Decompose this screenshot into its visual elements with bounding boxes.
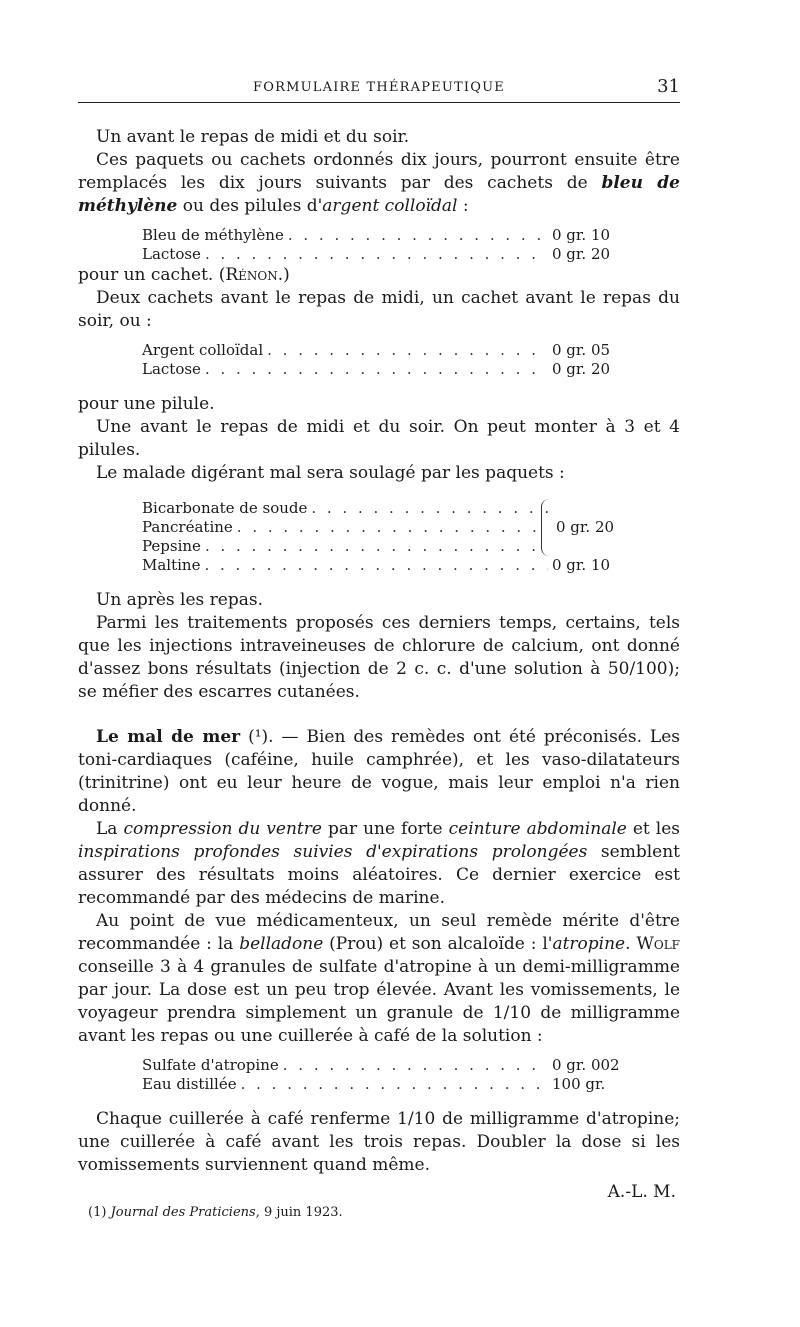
- prescription-formula: [142, 1056, 622, 1094]
- paragraph: Parmi les traitements proposés ces derniers temps, certains, tels que les injections intraveineuses de chlorure de calcium, ont donné d'assez bons résultats (injection de 2 c. c. d'une solution à 50/100); se méfier des escarres cutanées.: [78, 613, 680, 702]
- paragraph: Un avant le repas de midi et du soir.: [96, 127, 410, 147]
- grouped-quantity: 0 gr. 20: [556, 518, 615, 536]
- page-header: [78, 74, 680, 103]
- formula-row: Lactose . . . 0 gr. 20: [142, 245, 622, 264]
- curly-brace: [541, 499, 552, 556]
- paragraph: pour une pilule.: [78, 394, 215, 414]
- paragraph: Un après les repas.: [96, 590, 263, 610]
- formula-row: Pancréatine . . .: [142, 518, 622, 537]
- paragraph: La compression du ventre par une forte ceinture abdominale et les inspirations profondes suivies d'expirations prolongées semblent assurer des résultats moins aléatoires. Ce dernier exercice est recommandé par des médecins de marine.: [78, 819, 680, 908]
- formula-row: Bicarbonate de soude . . .: [142, 499, 622, 518]
- footnote-ref: (¹): [248, 727, 269, 747]
- paragraph: Au point de vue médicamenteux, un seul remède mérite d'être recommandée : la belladone (Prou) et son alcaloïde : l'atropine. Wolf conseille 3 à 4 granules de sulfate d'atropine à un demi-milligramme par jour. La dose est un peu trop élevée. Avant les vomissements, le voyageur prendra simplement un granule de 1/10 de milligramme avant les repas ou une cuillerée à café de la solution :: [78, 911, 680, 1046]
- paragraph: Le malade digérant mal sera soulagé par les paquets :: [96, 463, 565, 483]
- formula-row: Eau distillée . . . 100 gr.: [142, 1075, 622, 1094]
- paragraph: Chaque cuillerée à café renferme 1/10 de milligramme d'atropine; une cuillerée à café avant les trois repas. Doubler la dose si les vomissements surviennent quand même.: [78, 1109, 680, 1175]
- running-head: FORMULAIRE THÉRAPEUTIQUE: [253, 80, 505, 95]
- paragraph: Ces paquets ou cachets ordonnés dix jours, pourront ensuite être remplacés les dix jours suivants par des cachets de bleu de méthylène ou des pilules d'argent colloïdal :: [78, 150, 680, 216]
- grouped-ingredients: [142, 499, 622, 556]
- prescription-formula: [142, 341, 622, 379]
- section-title: Le mal de mer: [96, 727, 241, 747]
- signature: A.-L. M.: [607, 1182, 676, 1202]
- prescription-formula: [142, 499, 622, 575]
- paragraph: Deux cachets avant le repas de midi, un cachet avant le repas du soir, ou :: [78, 288, 680, 331]
- formula-row: Maltine . . . 0 gr. 10: [142, 556, 622, 575]
- formula-row: Pepsine . . .: [142, 537, 622, 556]
- prescription-formula: [142, 226, 622, 264]
- formula-row: Sulfate d'atropine . . . 0 gr. 002: [142, 1056, 622, 1075]
- paragraph: Une avant le repas de midi et du soir. On peut monter à 3 et 4 pilules.: [78, 417, 680, 460]
- formula-row: Bleu de méthylène . . . 0 gr. 10: [142, 226, 622, 245]
- footnote: (1) Journal des Praticiens, 9 juin 1923.: [88, 1205, 343, 1220]
- page-number: 31: [657, 76, 680, 97]
- formula-row: Argent colloïdal . . . 0 gr. 05: [142, 341, 622, 360]
- page-body: [78, 126, 680, 1222]
- formula-row: Lactose . . . 0 gr. 20: [142, 360, 622, 379]
- paragraph: pour un cachet. (Rénon.): [78, 265, 290, 285]
- section-paragraph: Le mal de mer (¹). — Bien des remèdes ont été préconisés. Les toni-cardiaques (caféine, huile camphrée), et les vaso-dilatateurs (trinitrine) ont eu leur heure de vogue, mais leur emploi n'a rien donné.: [78, 727, 681, 816]
